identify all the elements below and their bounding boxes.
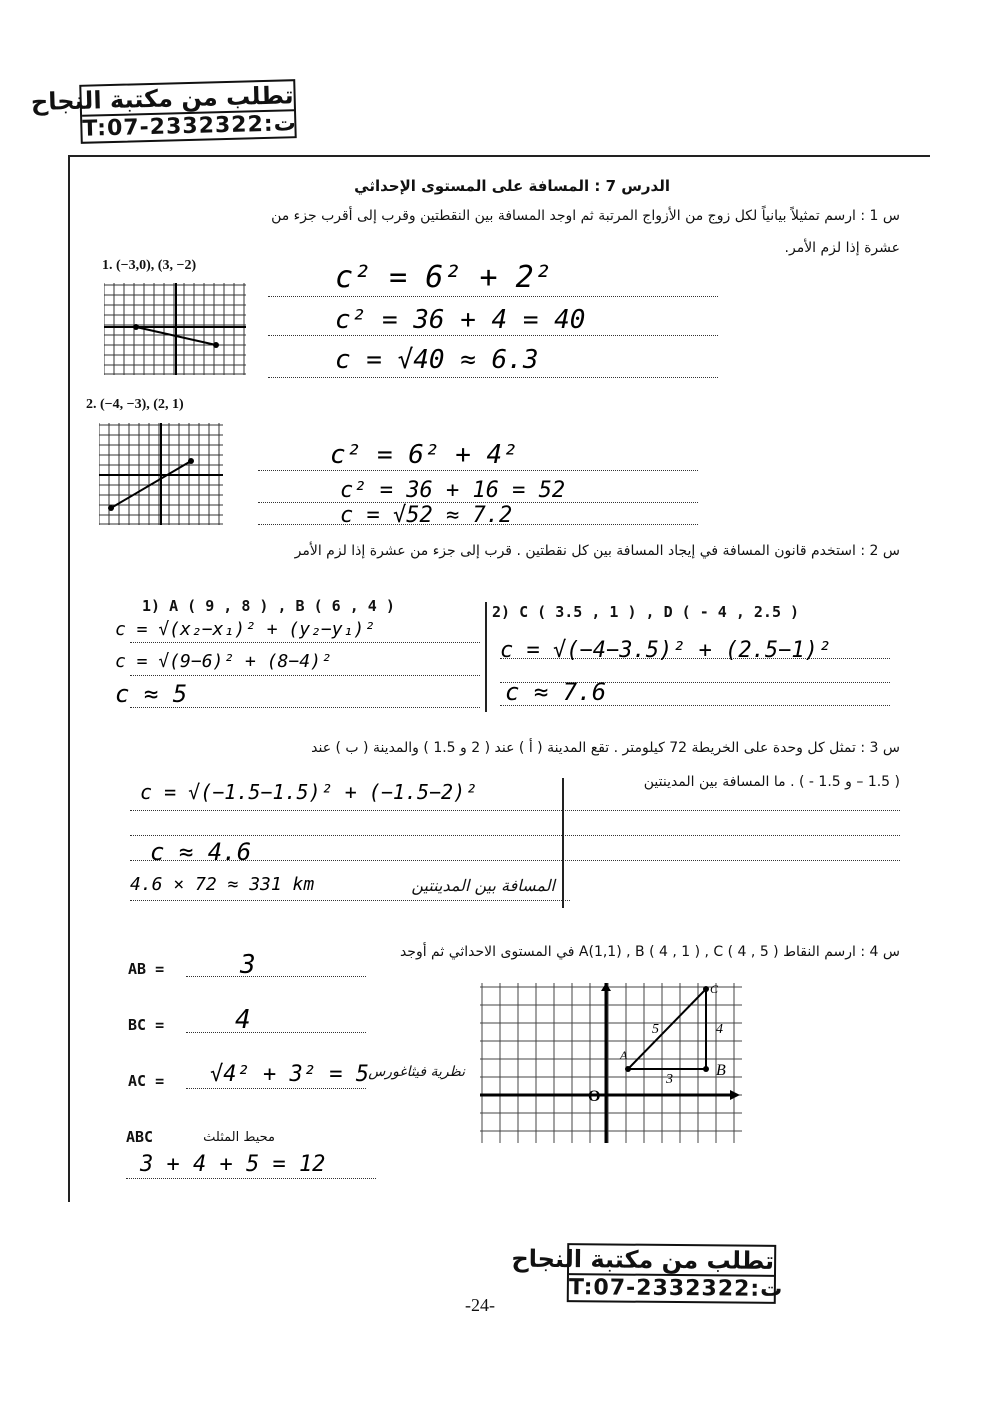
q4-perimeter: 3 + 4 + 5 = 12 (140, 1152, 326, 1177)
stamp-bottom-shop-name: تطلب من مكتبة النجاح (511, 1244, 775, 1275)
q2-b-label: 2) C ( 3.5 , 1 ) , D ( - 4 , 2.5 ) (492, 603, 800, 621)
q4-graph-label-4: 4 (716, 1022, 723, 1037)
q1-p1-line3: c = √40 ≈ 6.3 (335, 345, 539, 375)
lesson-title: الدرس 7 : المسافة على المستوى الإحداثي (354, 177, 670, 195)
q3-line2: c ≈ 4.6 (150, 838, 252, 866)
q1-p1-line1: c² = 6² + 2² (335, 260, 552, 295)
q1-p2-label: 2. (−4, −3), (2, 1) (86, 397, 184, 412)
q1-p1-graph (104, 283, 246, 375)
q4-bc-value: 4 (235, 1005, 251, 1035)
stamp-phone: T:07-2332322:ت (82, 111, 297, 142)
q4-graph-label-5: 5 (652, 1022, 659, 1037)
q4-ab-value: 3 (240, 950, 256, 980)
q4-graph-label-o: O (588, 1088, 601, 1105)
q4-graph-label-c: C (710, 983, 719, 996)
q1-p2-line3: c = √52 ≈ 7.2 (340, 503, 513, 528)
q2-divider (485, 602, 487, 712)
q4-graph-label-b: B (716, 1062, 726, 1079)
q4-ac-note: نظرية فيثاغورس (368, 1064, 465, 1080)
q2-a-line2: c = √(9−6)² + (8−4)² (115, 651, 332, 672)
q3-line1: c = √(−1.5−1.5)² + (−1.5−2)² (140, 780, 478, 804)
q4-ab-label: AB = (128, 960, 165, 978)
stamp-bottom (511, 1243, 783, 1304)
stamp-top (30, 79, 297, 144)
q4-perimeter-label: محيط المثلث (203, 1130, 275, 1145)
q4-ac-label: AC = (128, 1072, 165, 1090)
page-number: -24- (465, 1295, 495, 1315)
q1-p1-line2: c² = 36 + 4 = 40 (335, 305, 586, 335)
q3-prompt-cont: ( 1.5 – و 1.5 - ) . ما المسافة بين المدينتين (643, 774, 900, 790)
q2-a-line3: c ≈ 5 (115, 680, 188, 708)
q2-b-line2: c ≈ 7.6 (505, 678, 607, 706)
q4-graph-label-a: A (620, 1048, 628, 1062)
q1-prompt-cont: عشرة إذا لزم الأمر. (784, 240, 900, 256)
q4-prompt: س 4 : ارسم النقاط A(1,1) , B ( 4 , 1 ) , C ( 4 , 5 ) في المستوى الاحداثي ثم أوجد (399, 944, 900, 960)
q1-p1-label: 1. (−3,0), (3, −2) (102, 258, 197, 273)
q2-b-line1: c = √(−4−3.5)² + (2.5−1)² (500, 638, 832, 663)
q3-prompt: س 3 : تمثل كل وحدة على الخريطة 72 كيلومتر . تقع المدينة ( أ ) عند ( 2 و 1.5 ) والمدينة ( ب ) عند (311, 740, 900, 756)
q4-graph (480, 983, 742, 1143)
q1-p2-line1: c² = 6² + 4² (330, 440, 518, 470)
q2-prompt: س 2 : استخدم قانون المسافة في إيجاد المسافة بين كل نقطتين . قرب إلى جزء من عشرة إذا لزم الأمر (294, 543, 900, 559)
q1-prompt: س 1 : ارسم تمثيلاً بيانياً لكل زوج من الأزواج المرتبة ثم اوجد المسافة بين النقطتين وقرب إلى أقرب جزء من (271, 208, 900, 224)
q2-a-line1: c = √(x₂−x₁)² + (y₂−y₁)² (115, 619, 376, 640)
q4-bc-label: BC = (128, 1016, 165, 1034)
stamp-shop-name: تطلب من مكتبة النجاح (30, 81, 294, 117)
q2-a-label: 1) A ( 9 , 8 ) , B ( 6 , 4 ) (142, 597, 395, 615)
q3-divider (562, 778, 564, 908)
q4-ac-value: √4² + 3² = 5 (210, 1062, 369, 1087)
q4-abc-label: ABC (126, 1128, 154, 1146)
q1-p2-line2: c² = 36 + 16 = 52 (340, 478, 566, 503)
q3-line3: 4.6 × 72 ≈ 331 km (130, 874, 315, 895)
stamp-bottom-phone: T:07-2332322:ت (568, 1275, 783, 1302)
q3-note: المسافة بين المدينتين (411, 876, 555, 895)
q4-graph-label-3: 3 (666, 1072, 673, 1087)
q1-p2-graph (99, 423, 223, 525)
